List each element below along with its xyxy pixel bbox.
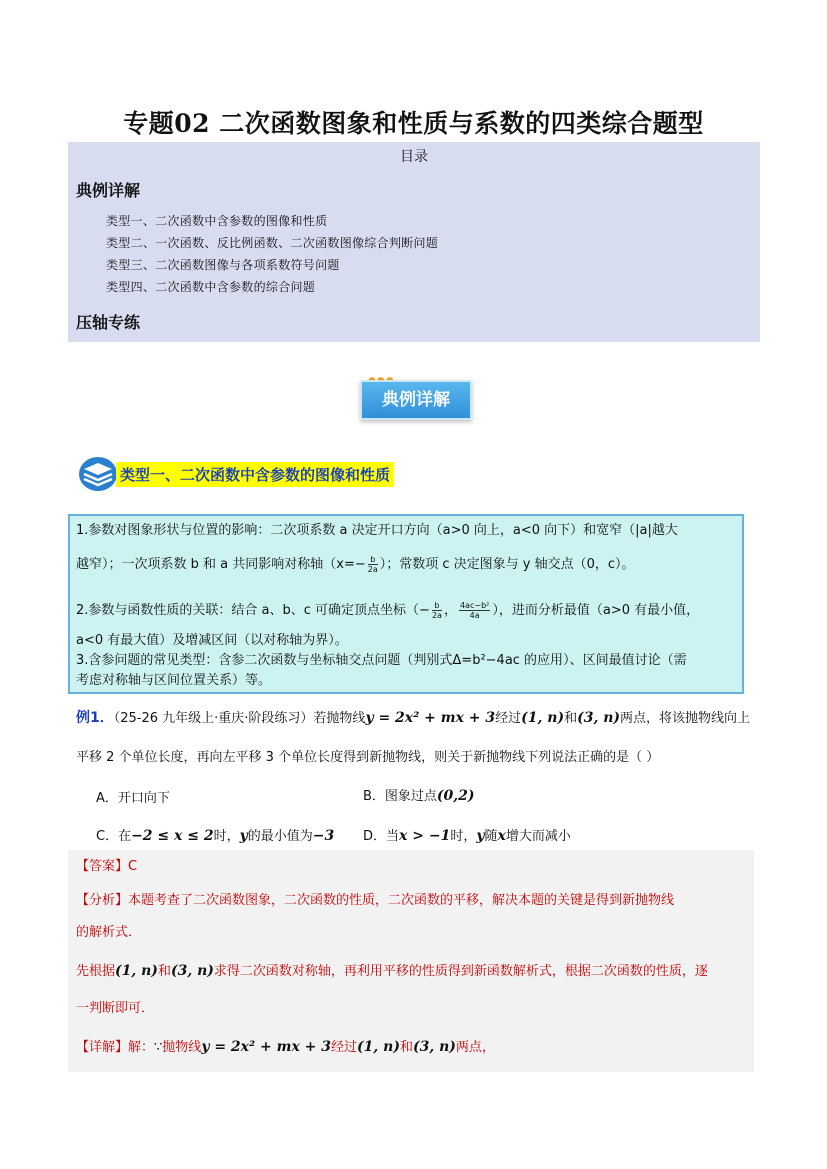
key-point-2b: a<0 有最大值）及增减区间（以对称轴为界）。 xyxy=(76,633,348,648)
fraction-b-over-2a: $\frac{b}{2a}$ xyxy=(367,555,378,574)
toc-item-type3[interactable]: 类型三、二次函数图像与各项系数符号问题 xyxy=(106,258,340,272)
type1-label: 类型一、二次函数中含参数的图像和性质 xyxy=(116,462,394,487)
toc-section-practice[interactable]: 压轴专练 xyxy=(76,313,141,332)
answer-box xyxy=(68,850,754,1072)
table-of-contents xyxy=(68,142,760,342)
analysis-line-3: 先根据(1, n)和(3, n)求得二次函数对称轴，再利用平移的性质得到新函数解析式，根据二次函数的性质，逐 xyxy=(76,963,708,979)
key-point-3a: 3.含参问题的常见类型：含参二次函数与坐标轴交点问题（判别式Δ=b²−4ac 的应用）、区间最值讨论（需 xyxy=(76,653,687,668)
fraction-vertex-y: $\frac{\text{4ac−b²}}{4a}$ xyxy=(459,601,490,620)
example-line-2: 平移 2 个单位长度，再向左平移 3 个单位长度得到新抛物线，则关于新抛物线下列说法正确的是（ ） xyxy=(76,750,660,765)
page-title: 专题02 二次函数图象和性质与系数的四类综合题型 xyxy=(123,109,704,138)
analysis-line-1: 【分析】本题考查了二次函数图象，二次函数的性质，二次函数的平移，解决本题的关键是得到新抛物线 xyxy=(76,893,675,908)
answer-line: 【答案】C xyxy=(76,859,138,874)
stacked-books-icon xyxy=(78,455,118,493)
key-point-2a: 2.参数与函数性质的关联：结合 a、b、c 可确定顶点坐标（− $\frac{b}{2a}$ ， $\frac{\text{4ac−b²}}{4a}$ ），进而分析最值（a>0 有最小值， xyxy=(76,601,700,620)
option-d[interactable]: D．当x > −1时，y随x增大而减小 xyxy=(363,828,571,844)
option-a[interactable]: A．开口向下 xyxy=(96,791,170,806)
option-c[interactable]: C．在−2 ≤ x ≤ 2时，y的最小值为−3 xyxy=(96,828,335,844)
toc-heading: 目录 xyxy=(400,149,428,165)
key-point-3b: 考虑对称轴与区间位置关系）等。 xyxy=(76,673,272,688)
section-badge-label: 典例详解 xyxy=(360,380,472,420)
toc-item-type2[interactable]: 类型二、一次函数、反比例函数、二次函数图像综合判断问题 xyxy=(106,236,439,250)
toc-item-type1[interactable]: 类型一、二次函数中含参数的图像和性质 xyxy=(106,214,328,228)
toc-section-examples[interactable]: 典例详解 xyxy=(76,181,141,200)
example-line-1: 例1．（25-26 九年级上·重庆·阶段练习）若抛物线y = 2x² + mx + 3经过(1, n)和(3, n)两点，将该抛物线向上 xyxy=(76,710,751,726)
toc-item-type4[interactable]: 类型四、二次函数中含参数的综合问题 xyxy=(106,280,316,294)
fraction-b-over-2a-vertex: $\frac{b}{2a}$ xyxy=(431,601,442,620)
key-point-1b: 越窄）；一次项系数 b 和 a 共同影响对称轴（x=− $\frac{b}{2a}$ ）；常数项 c 决定图象与 y 轴交点（0，c）。 xyxy=(76,555,635,574)
key-points-box xyxy=(68,514,744,694)
analysis-line-2: 的解析式． xyxy=(76,925,142,940)
section-badge xyxy=(358,376,472,420)
option-b[interactable]: B．图象过点(0,2) xyxy=(363,788,475,804)
detail-line: 【详解】解：∵抛物线y = 2x² + mx + 3经过(1, n)和(3, n)两点， xyxy=(76,1039,495,1055)
key-point-1a: 1.参数对图象形状与位置的影响：二次项系数 a 决定开口方向（a>0 向上，a<0 向下）和宽窄（|a|越大 xyxy=(76,523,678,538)
analysis-line-4: 一判断即可． xyxy=(76,1001,155,1016)
